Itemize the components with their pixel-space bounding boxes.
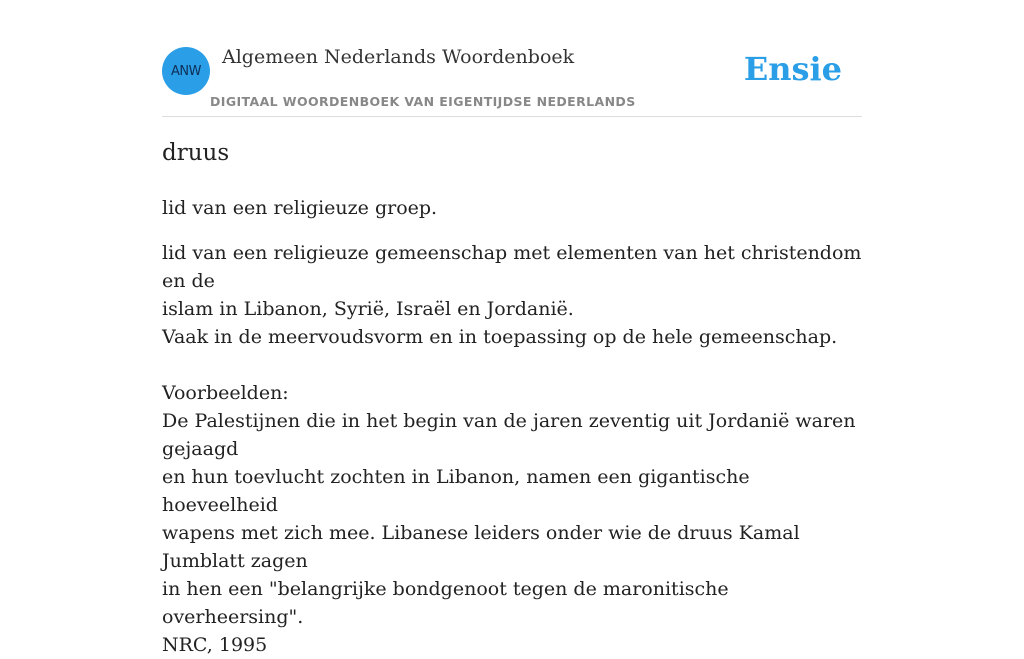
site-subtitle: DIGITAAL WOORDENBOEK VAN EIGENTIJDSE NEDERLANDS	[210, 94, 636, 109]
definition-line: islam in Libanon, Syrië, Israël en Jordanië.	[162, 298, 574, 320]
site-title[interactable]: Algemeen Nederlands Woordenboek	[222, 46, 575, 68]
definition-line: lid van een religieuze gemeenschap met elementen van het christendom en de	[162, 242, 862, 292]
blank-line	[162, 351, 862, 379]
example-line: De Palestijnen die in het begin van de jaren zeventig uit Jordanië waren gejaagd	[162, 410, 856, 460]
example-source: NRC, 1995	[162, 634, 268, 656]
anw-logo[interactable]: ANW	[162, 47, 210, 95]
example-line: en hun toevlucht zochten in Libanon, namen een gigantische hoeveelheid	[162, 466, 750, 516]
usage-note: Vaak in de meervoudsvorm en in toepassing op de hele gemeenschap.	[162, 326, 838, 348]
example-line: wapens met zich mee. Libanese leiders onder wie de druus Kamal Jumblatt zagen	[162, 522, 800, 572]
full-definition	[162, 239, 862, 659]
ensie-brand-logo[interactable]: Ensie	[743, 50, 842, 88]
page-container	[162, 0, 862, 656]
example-line: in hen een "belangrijke bondgenoot tegen de maronitische overheersing".	[162, 578, 729, 628]
site-header	[162, 0, 862, 117]
examples-label: Voorbeelden:	[162, 382, 289, 404]
entry-headword: druus	[162, 140, 230, 166]
short-definition: lid van een religieuze groep.	[162, 197, 438, 219]
